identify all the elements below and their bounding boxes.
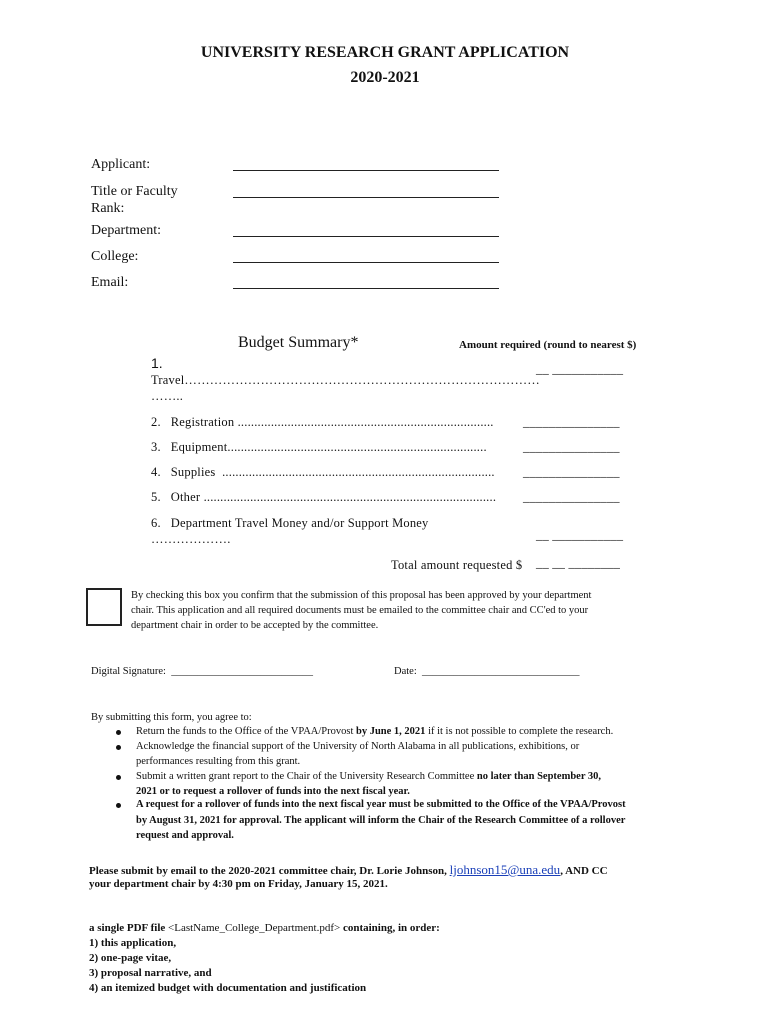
college-label: College: [91, 249, 139, 264]
budget-item-label: Supplies [170, 465, 216, 479]
signature-field[interactable]: ___________________________ [171, 666, 313, 677]
budget-item-number: 4. [151, 465, 161, 479]
signature-row [91, 666, 313, 677]
confirm-text-line1: By checking this box you confirm that the submission of this proposal has been approved by your department [131, 590, 592, 601]
dept-travel-amount-field[interactable]: __ ___________ [536, 528, 624, 542]
applicant-label: Applicant: [91, 157, 151, 172]
budget-item-number: 3. [151, 440, 161, 454]
supplies-amount-field[interactable]: _______________ [523, 465, 620, 479]
budget-item-number: 1. [151, 355, 163, 371]
applicant-field[interactable] [233, 170, 499, 171]
pdf-item: 3) proposal narrative, and [89, 967, 212, 979]
leader-dots: .............................................................................. [227, 440, 487, 454]
pdf-text: a single PDF file [89, 922, 169, 934]
agreement-deadline: by June 1, 2021 [356, 726, 426, 737]
agreement-item-2-line2: performances resulting from this grant. [136, 756, 301, 767]
bullet-icon [116, 803, 121, 808]
leader-dots-tail: …….. [151, 389, 184, 403]
agreement-item-4-line3: request and approval. [136, 830, 234, 841]
submit-text: Please submit by email to the 2020-2021 committee chair, Dr. Lorie Johnson, [89, 865, 447, 877]
agreement-item-3-line2: 2021 or to request a rollover of funds into the next fiscal year. [136, 786, 410, 797]
total-amount-field[interactable]: __ __ ________ [536, 556, 621, 570]
title-rank-field[interactable] [233, 197, 499, 198]
budget-item-number: 6. [151, 516, 161, 530]
submit-instructions-line1 [89, 862, 608, 878]
registration-amount-field[interactable]: _______________ [523, 415, 620, 429]
submit-instructions-line2: your department chair by 4:30 pm on Friday, January 15, 2021. [89, 878, 388, 890]
email-label: Email: [91, 275, 129, 290]
budget-item-registration [151, 415, 494, 430]
budget-item-other [151, 490, 496, 505]
pdf-item: 2) one-page vitae, [89, 952, 172, 964]
title-rank-label-line2: Rank: [91, 201, 125, 216]
date-row [394, 666, 580, 677]
department-label: Department: [91, 223, 161, 238]
agreement-item-3 [136, 771, 601, 782]
leader-dots: .................................................................................. [222, 465, 495, 479]
budget-item-travel [151, 373, 540, 388]
agreement-deadline: no later than September 30, [476, 771, 602, 782]
budget-summary-heading: Budget Summary* [238, 334, 359, 351]
agreement-item-4-line1: A request for a rollover of funds into the next fiscal year must be submitted to the Office of the VPAA/Provost [136, 799, 626, 810]
budget-item-supplies [151, 465, 495, 480]
agreement-intro: By submitting this form, you agree to: [91, 712, 252, 723]
budget-item-number: 5. [151, 490, 161, 504]
pdf-requirement [89, 922, 440, 934]
total-label: Total amount requested $ [391, 558, 523, 572]
agreement-item-1 [136, 726, 613, 737]
bullet-icon [116, 775, 121, 780]
agreement-item-2-line1: Acknowledge the financial support of the University of North Alabama in all publications, exhibitions, or [136, 741, 580, 752]
leader-dots: ............................................................................. [237, 415, 494, 429]
budget-item-dept-travel [151, 516, 429, 531]
bullet-icon [116, 745, 121, 750]
form-year: 2020-2021 [350, 69, 420, 86]
budget-item-label: Other [170, 490, 201, 504]
signature-label: Digital Signature: [91, 666, 166, 677]
leader-dots: ………………………………………………………………………… [184, 373, 540, 387]
budget-item-label: Registration [170, 415, 235, 429]
agreement-text: Return the funds to the Office of the VPAA/Provost [136, 726, 356, 737]
submit-text: , AND CC [560, 865, 608, 877]
budget-item-label: Travel [151, 373, 185, 387]
budget-item-equipment [151, 440, 487, 455]
date-label: Date: [394, 666, 417, 677]
amount-required-heading: Amount required (round to nearest $) [459, 339, 637, 351]
confirm-text-line2: chair. This application and all required documents must be emailed to the committee chair and CC'ed to your [131, 605, 589, 616]
chair-email-link[interactable]: ljohnson15@una.edu [449, 862, 561, 877]
form-title: UNIVERSITY RESEARCH GRANT APPLICATION [200, 44, 570, 61]
pdf-filename: <LastName_College_Department.pdf> [168, 922, 341, 934]
leader-dots-tail: ………………. [151, 532, 231, 546]
confirm-text-line3: department chair in order to be accepted by the committee. [131, 620, 379, 631]
email-field[interactable] [233, 288, 499, 289]
leader-dots: ........................................................................................ [203, 490, 497, 504]
department-approval-checkbox[interactable] [86, 588, 122, 626]
budget-item-number: 2. [151, 415, 161, 429]
equipment-amount-field[interactable]: _______________ [523, 440, 620, 454]
department-field[interactable] [233, 236, 499, 237]
budget-item-label: Department Travel Money and/or Support Money [170, 516, 429, 530]
title-rank-label: Title or Faculty [91, 184, 178, 199]
pdf-item: 4) an itemized budget with documentation and justification [89, 982, 367, 994]
agreement-item-4-line2: by August 31, 2021 for approval. The applicant will inform the Chair of the Research Committee of a rollover [136, 815, 626, 826]
travel-amount-field[interactable]: __ ___________ [536, 362, 624, 376]
agreement-text: if it is not possible to complete the research. [425, 726, 614, 737]
pdf-item: 1) this application, [89, 937, 177, 949]
bullet-icon [116, 730, 121, 735]
budget-item-label: Equipment [170, 440, 228, 454]
college-field[interactable] [233, 262, 499, 263]
agreement-text: Submit a written grant report to the Chair of the University Research Committee [136, 771, 477, 782]
date-field[interactable]: ______________________________ [422, 666, 580, 677]
other-amount-field[interactable]: _______________ [523, 490, 620, 504]
pdf-text: containing, in order: [340, 922, 440, 934]
